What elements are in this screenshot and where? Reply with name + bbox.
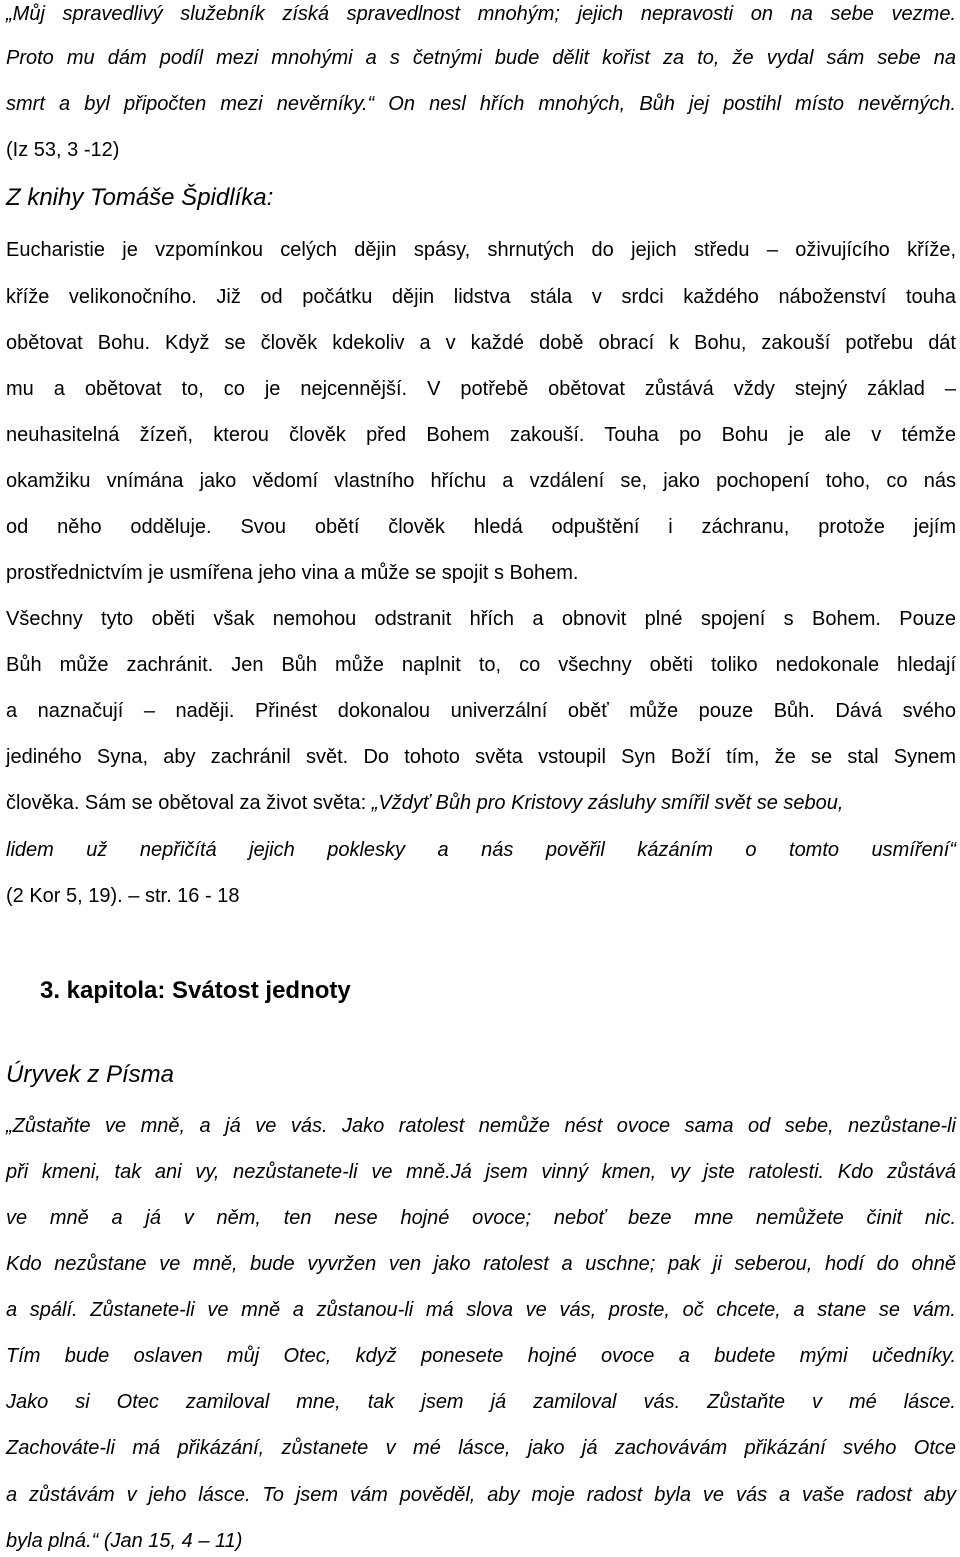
spidlik-line: kříže velikonočního. Již od počátku dějin lidstva stála v srdci každého náboženství touha <box>6 286 956 308</box>
scripture-heading: Úryvek z Písma <box>6 1061 175 1088</box>
scripture-line: byla plná.“ (Jan 15, 4 – 11) <box>6 1530 243 1552</box>
spidlik-line: od něho odděluje. Svou obětí člověk hledá odpuštění i záchranu, protože jejím <box>6 516 956 538</box>
spidlik-line: Všechny tyto oběti však nemohou odstranit hřích a obnovit plné spojení s Bohem. Pouze <box>6 608 956 630</box>
spidlik-line: okamžiku vnímána jako vědomí vlastního hříchu a vzdálení se, jako pochopení toho, co nás <box>6 470 956 492</box>
scripture-line: a spálí. Zůstanete-li ve mně a zůstanou-li má slova ve vás, proste, oč chcete, a stane se vám. <box>6 1299 956 1321</box>
scripture-line: při kmeni, tak ani vy, nezůstanete-li ve mně.Já jsem vinný kmen, vy jste ratolesti. Kdo zůstává <box>6 1161 956 1183</box>
spidlik-line: jediného Syna, aby zachránil svět. Do tohoto světa vstoupil Syn Boží tím, že se stal Synem <box>6 746 956 768</box>
spidlik-reference: (2 Kor 5, 19). – str. 16 - 18 <box>6 885 240 907</box>
spidlik-line: prostřednictvím je usmířena jeho vina a může se spojit s Bohem. <box>6 562 579 584</box>
scripture-line: a zůstávám v jeho lásce. To jsem vám pověděl, aby moje radost byla ve vás a vaše radost aby <box>6 1484 956 1506</box>
spidlik-heading: Z knihy Tomáše Špidlíka: <box>6 184 274 211</box>
spidlik-line: a naznačují – naději. Přinést dokonalou univerzální oběť může pouze Bůh. Dává svého <box>6 700 956 722</box>
isaiah-reference: (Iz 53, 3 -12) <box>6 139 120 161</box>
spidlik-line: Eucharistie je vzpomínkou celých dějin spásy, shrnutých do jejich středu – oživujícího kříže, <box>6 239 956 261</box>
isaiah-line-2: Proto mu dám podíl mezi mnohými a s četnými bude dělit kořist za to, že vydal sám sebe na <box>6 47 956 69</box>
scripture-line: „Zůstaňte ve mně, a já ve vás. Jako ratolest nemůže nést ovoce sama od sebe, nezůstane-li <box>6 1115 956 1137</box>
spidlik-line: mu a obětovat to, co je nejcennější. V potřebě obětovat zůstává vždy stejný základ – <box>6 378 956 400</box>
scripture-line: Zachováte-li má přikázání, zůstanete v mé lásce, jako já zachovávám přikázání svého Otce <box>6 1437 956 1459</box>
spidlik-bible-quote-line: lidem už nepřičítá jejich poklesky a nás pověřil kázáním o tomto usmíření“ <box>6 839 956 861</box>
scripture-line: ve mně a já v něm, ten nese hojné ovoce; neboť beze mne nemůžete činit nic. <box>6 1207 956 1229</box>
spidlik-line-mixed <box>6 791 956 815</box>
isaiah-line-3: smrt a byl připočten mezi nevěrníky.“ On nesl hřích mnohých, Bůh jej postihl místo nevěrných. <box>6 93 956 115</box>
isaiah-line-1: „Můj spravedlivý služebník získá spravedlnost mnohým; jejich nepravosti on na sebe vezme. <box>6 3 956 25</box>
spidlik-line: Bůh může zachránit. Jen Bůh může naplnit to, co všechny oběti toliko nedokonale hledají <box>6 654 956 676</box>
spidlik-line-plain: člověka. Sám se obětoval za život světa: <box>6 792 372 814</box>
scripture-line: Jako si Otec zamiloval mne, tak jsem já zamiloval vás. Zůstaňte v mé lásce. <box>6 1391 956 1413</box>
scripture-line: Tím bude oslaven můj Otec, když ponesete hojné ovoce a budete mými učedníky. <box>6 1345 956 1367</box>
spidlik-line: neuhasitelná žízeň, kterou člověk před Bohem zakouší. Touha po Bohu je ale v témže <box>6 424 956 446</box>
chapter-heading: 3. kapitola: Svátost jednoty <box>40 977 351 1004</box>
scripture-line: Kdo nezůstane ve mně, bude vyvržen ven jako ratolest a uschne; pak ji seberou, hodí do ohně <box>6 1253 956 1275</box>
spidlik-bible-quote: „Vždyť Bůh pro Kristovy zásluhy smířil svět se sebou, <box>371 792 844 814</box>
spidlik-line: obětovat Bohu. Když se člověk kdekoliv a v každé době obrací k Bohu, zakouší potřebu dát <box>6 332 956 354</box>
